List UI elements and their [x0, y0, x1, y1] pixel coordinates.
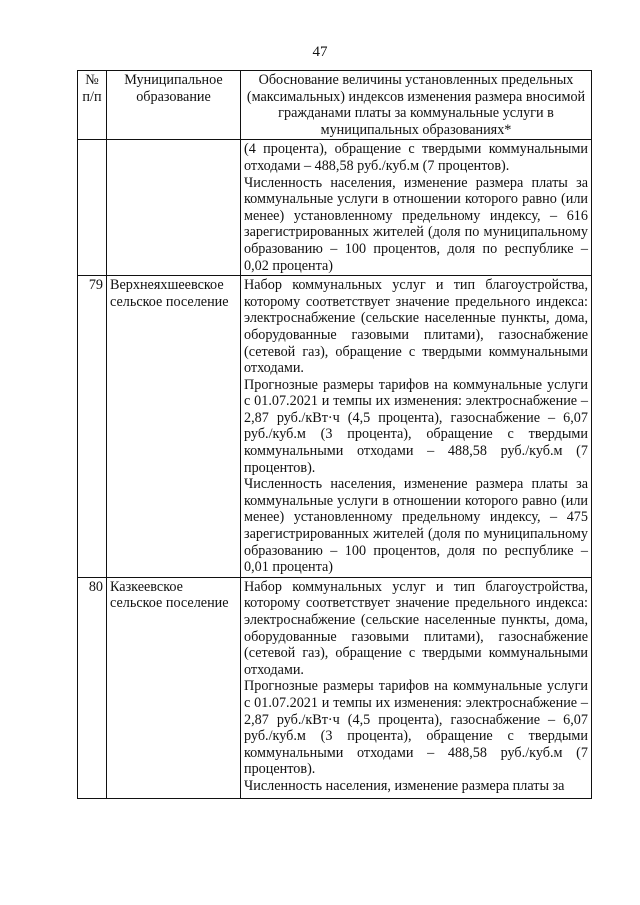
row-basis	[241, 140, 592, 276]
row-number: 80	[78, 577, 107, 798]
row-basis	[241, 577, 592, 798]
row-municipality	[107, 140, 241, 276]
page-number: 47	[312, 44, 328, 60]
basis-paragraph: Численность населения, изменение размера платы за	[244, 777, 565, 794]
tariff-index-table	[77, 70, 592, 799]
row-number: 79	[78, 276, 107, 578]
table-row	[78, 276, 592, 578]
basis-paragraph: Прогнозные размеры тарифов на коммунальные услуги с 01.07.2021 и темпы их изменения: электроснабжение – 2,87 руб./кВт·ч (4,5 процента), газоснабжение – 6,07 руб./куб.м (3 процента), обращение с твердыми коммунальными отходами – 488,58 руб./куб.м (7 процентов).	[244, 678, 588, 778]
basis-paragraph: Набор коммунальных услуг и тип благоустройства, которому соответствует значение предельного индекса: электроснабжение (сельские населенные пункты, дома, оборудованные газовыми плитами), газоснабжение (сетевой газ), обращение с твердыми коммунальными отходами.	[244, 277, 588, 377]
table-row	[78, 140, 592, 276]
header-basis: Обоснование величины установленных предельных (максимальных) индексов изменения размера вносимой гражданами платы за коммунальные услуги в муниципальных образованиях*	[241, 71, 592, 140]
basis-paragraph: Набор коммунальных услуг и тип благоустройства, которому соответствует значение предельного индекса: электроснабжение (сельские населенные пункты, дома, оборудованные газовыми плитами), газоснабжение (сетевой газ), обращение с твердыми коммунальными отходами.	[244, 578, 588, 678]
table-row	[78, 577, 592, 798]
row-municipality: Казкеевское сельское поселение	[107, 577, 241, 798]
row-basis	[241, 276, 592, 578]
basis-paragraph: Численность населения, изменение размера платы за коммунальные услуги в отношении которого равно (или менее) установленному предельному индексу, – 616 зарегистрированных жителей (доля по муниципальному образованию – 100 процентов, доля по республике – 0,02 процента)	[244, 174, 588, 274]
header-number: № п/п	[78, 71, 107, 140]
row-municipality: Верхнеяхшеевское сельское поселение	[107, 276, 241, 578]
header-municipality: Муниципальное образование	[107, 71, 241, 140]
basis-paragraph: Прогнозные размеры тарифов на коммунальные услуги с 01.07.2021 и темпы их изменения: электроснабжение – 2,87 руб./кВт·ч (4,5 процента), газоснабжение – 6,07 руб./куб.м (3 процента), обращение с твердыми коммунальными отходами – 488,58 руб./куб.м (7 процентов).	[244, 376, 588, 476]
basis-paragraph: Численность населения, изменение размера платы за коммунальные услуги в отношении которого равно (или менее) установленному предельному индексу, – 475 зарегистрированных жителей (доля по муниципальному образованию – 100 процентов, доля по республике – 0,01 процента)	[244, 476, 588, 576]
basis-paragraph: (4 процента), обращение с твердыми коммунальными отходами – 488,58 руб./куб.м (7 процентов).	[244, 141, 588, 174]
table-header-row	[78, 71, 592, 140]
row-number	[78, 140, 107, 276]
